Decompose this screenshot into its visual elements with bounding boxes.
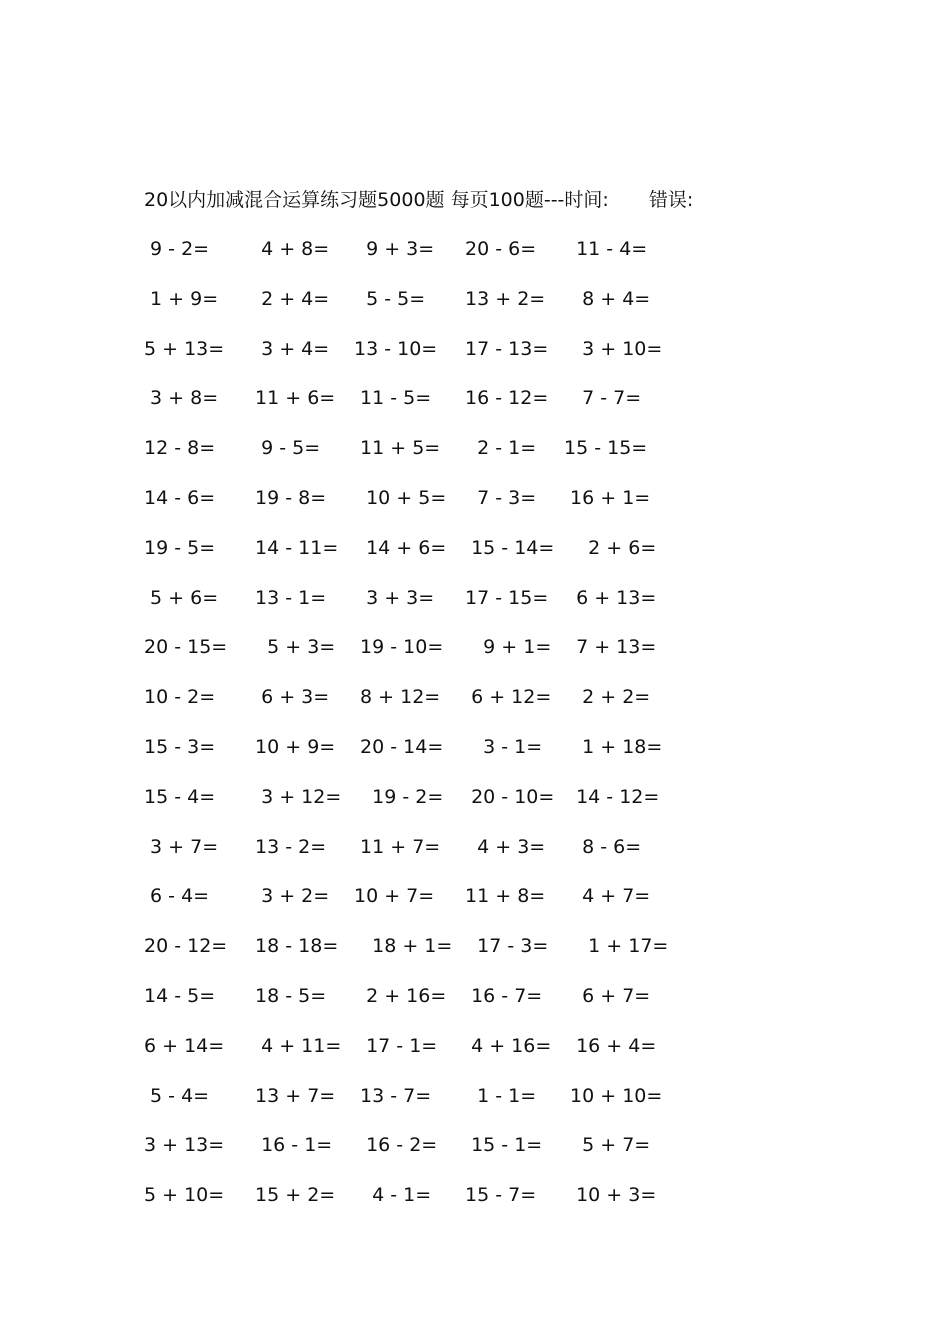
- problem-cell: 10 + 9=: [249, 735, 336, 758]
- problem-cell: 4 + 8=: [249, 238, 330, 260]
- problem-cell: 10 + 5=: [354, 486, 447, 509]
- problem-cell: 10 + 3=: [564, 1184, 657, 1207]
- problem-row: [144, 534, 704, 584]
- problem-grid: [144, 235, 704, 1231]
- problem-cell: 2 + 2=: [564, 686, 651, 709]
- problem-cell: 18 + 1=: [354, 935, 453, 958]
- problem-cell: 3 + 13=: [144, 1134, 225, 1157]
- problem-cell: 18 - 18=: [249, 935, 339, 958]
- problem-cell: 16 - 1=: [249, 1134, 333, 1157]
- problem-row: [144, 335, 704, 385]
- problem-cell: 1 + 9=: [144, 287, 219, 310]
- problem-cell: 7 - 3=: [459, 486, 537, 509]
- problem-row: [144, 434, 704, 484]
- problem-row: [144, 1082, 704, 1132]
- problem-cell: 18 - 5=: [249, 984, 327, 1007]
- problem-cell: 6 + 3=: [249, 686, 330, 709]
- problem-cell: 14 - 11=: [249, 536, 339, 559]
- problem-cell: 20 - 12=: [144, 935, 228, 958]
- problem-cell: 19 - 2=: [354, 785, 444, 808]
- problem-cell: 17 - 13=: [459, 337, 549, 360]
- problem-cell: 12 - 8=: [144, 437, 216, 460]
- problem-cell: 20 - 14=: [354, 735, 444, 758]
- problem-cell: 11 - 4=: [564, 238, 648, 260]
- problem-cell: 6 + 7=: [564, 984, 651, 1007]
- problem-cell: 11 + 8=: [459, 885, 546, 908]
- worksheet-header: [144, 186, 693, 214]
- problem-row: [144, 932, 704, 982]
- problem-cell: 9 + 1=: [459, 636, 552, 659]
- problem-cell: 5 + 6=: [144, 586, 219, 609]
- problem-row: [144, 1032, 704, 1082]
- problem-cell: 15 - 4=: [144, 785, 216, 808]
- problem-cell: 1 + 17=: [564, 935, 669, 958]
- problem-cell: 10 + 10=: [564, 1084, 663, 1107]
- error-count-label: 错误:: [648, 189, 694, 211]
- problem-cell: 20 - 10=: [459, 785, 555, 808]
- problem-cell: 3 + 2=: [249, 885, 330, 908]
- problem-cell: 10 + 7=: [354, 885, 435, 908]
- problem-cell: 17 - 1=: [354, 1034, 438, 1057]
- problem-row: [144, 882, 704, 932]
- problem-cell: 7 + 13=: [564, 636, 657, 659]
- problem-row: [144, 584, 704, 634]
- problem-cell: 15 + 2=: [249, 1184, 336, 1207]
- problem-cell: 5 + 7=: [564, 1134, 651, 1157]
- problem-cell: 10 - 2=: [144, 686, 216, 709]
- problem-cell: 3 + 12=: [249, 785, 342, 808]
- problem-cell: 16 - 12=: [459, 387, 549, 410]
- problem-cell: 15 - 7=: [459, 1184, 537, 1207]
- problem-row: [144, 783, 704, 833]
- problem-cell: 11 + 6=: [249, 387, 336, 410]
- problem-cell: 6 + 13=: [564, 586, 657, 609]
- problem-cell: 4 + 3=: [459, 835, 546, 858]
- problem-cell: 13 + 7=: [249, 1084, 336, 1107]
- problem-cell: 19 - 8=: [249, 486, 327, 509]
- problem-cell: 19 - 10=: [354, 636, 444, 659]
- problem-cell: 6 + 14=: [144, 1034, 225, 1057]
- problem-cell: 17 - 3=: [459, 935, 549, 958]
- problem-cell: 13 + 2=: [459, 287, 546, 310]
- problem-cell: 3 + 7=: [144, 835, 219, 858]
- problem-cell: 7 - 7=: [564, 387, 642, 410]
- problem-cell: 8 + 12=: [354, 686, 441, 709]
- problem-cell: 20 - 6=: [459, 238, 537, 260]
- problem-cell: 15 - 15=: [564, 437, 648, 460]
- problem-cell: 5 + 10=: [144, 1184, 225, 1207]
- problem-cell: 13 - 10=: [354, 337, 438, 360]
- problem-row: [144, 982, 704, 1032]
- problem-row: [144, 484, 704, 534]
- problem-cell: 3 + 8=: [144, 387, 219, 410]
- problem-cell: 3 + 10=: [564, 337, 663, 360]
- problem-cell: 1 - 1=: [459, 1084, 537, 1107]
- problem-row: [144, 1131, 704, 1181]
- problem-row: [144, 833, 704, 883]
- problem-cell: 2 + 6=: [564, 536, 657, 559]
- problem-cell: 15 - 1=: [459, 1134, 543, 1157]
- problem-row: [144, 384, 704, 434]
- problem-cell: 13 - 2=: [249, 835, 327, 858]
- problem-cell: 16 - 2=: [354, 1134, 438, 1157]
- problem-cell: 13 - 7=: [354, 1084, 432, 1107]
- problem-cell: 1 + 18=: [564, 735, 663, 758]
- problem-cell: 16 + 4=: [564, 1034, 657, 1057]
- problem-cell: 2 - 1=: [459, 437, 537, 460]
- problem-cell: 4 + 7=: [564, 885, 651, 908]
- problem-cell: 11 + 5=: [354, 437, 441, 460]
- problem-cell: 3 + 4=: [249, 337, 330, 360]
- problem-cell: 4 + 11=: [249, 1034, 342, 1057]
- problem-cell: 15 - 3=: [144, 735, 216, 758]
- problem-cell: 19 - 5=: [144, 536, 216, 559]
- problem-cell: 13 - 1=: [249, 586, 327, 609]
- problem-cell: 2 + 4=: [249, 287, 330, 310]
- problem-cell: 14 - 6=: [144, 486, 216, 509]
- problem-cell: 20 - 15=: [144, 636, 228, 659]
- problem-cell: 16 - 7=: [459, 984, 543, 1007]
- problem-cell: 5 + 13=: [144, 337, 225, 360]
- problem-cell: 6 - 4=: [144, 885, 210, 908]
- problem-row: [144, 1181, 704, 1231]
- problem-cell: 17 - 15=: [459, 586, 549, 609]
- problem-row: [144, 285, 704, 335]
- problem-cell: 5 + 3=: [249, 636, 336, 659]
- problem-cell: 16 + 1=: [564, 486, 651, 509]
- problem-cell: 6 + 12=: [459, 686, 552, 709]
- problem-cell: 4 - 1=: [354, 1184, 432, 1207]
- problem-cell: 3 - 1=: [459, 735, 543, 758]
- problem-cell: 8 + 4=: [564, 287, 651, 310]
- problem-cell: 11 - 5=: [354, 387, 432, 410]
- worksheet-title: 20以内加减混合运算练习题5000题 每页100题---时间:: [144, 189, 609, 211]
- problem-cell: 8 - 6=: [564, 835, 642, 858]
- problem-cell: 11 + 7=: [354, 835, 441, 858]
- problem-row: [144, 633, 704, 683]
- problem-cell: 15 - 14=: [459, 536, 555, 559]
- problem-row: [144, 683, 704, 733]
- problem-cell: 14 - 12=: [564, 785, 660, 808]
- problem-cell: 9 + 3=: [354, 238, 435, 260]
- problem-cell: 2 + 16=: [354, 984, 447, 1007]
- problem-cell: 14 + 6=: [354, 536, 447, 559]
- problem-cell: 9 - 2=: [144, 238, 210, 260]
- problem-cell: 4 + 16=: [459, 1034, 552, 1057]
- problem-cell: 5 - 4=: [144, 1084, 210, 1107]
- problem-row: [144, 235, 704, 285]
- problem-cell: 5 - 5=: [354, 287, 426, 310]
- problem-cell: 3 + 3=: [354, 586, 435, 609]
- problem-cell: 14 - 5=: [144, 984, 216, 1007]
- problem-cell: 9 - 5=: [249, 437, 321, 460]
- problem-row: [144, 733, 704, 783]
